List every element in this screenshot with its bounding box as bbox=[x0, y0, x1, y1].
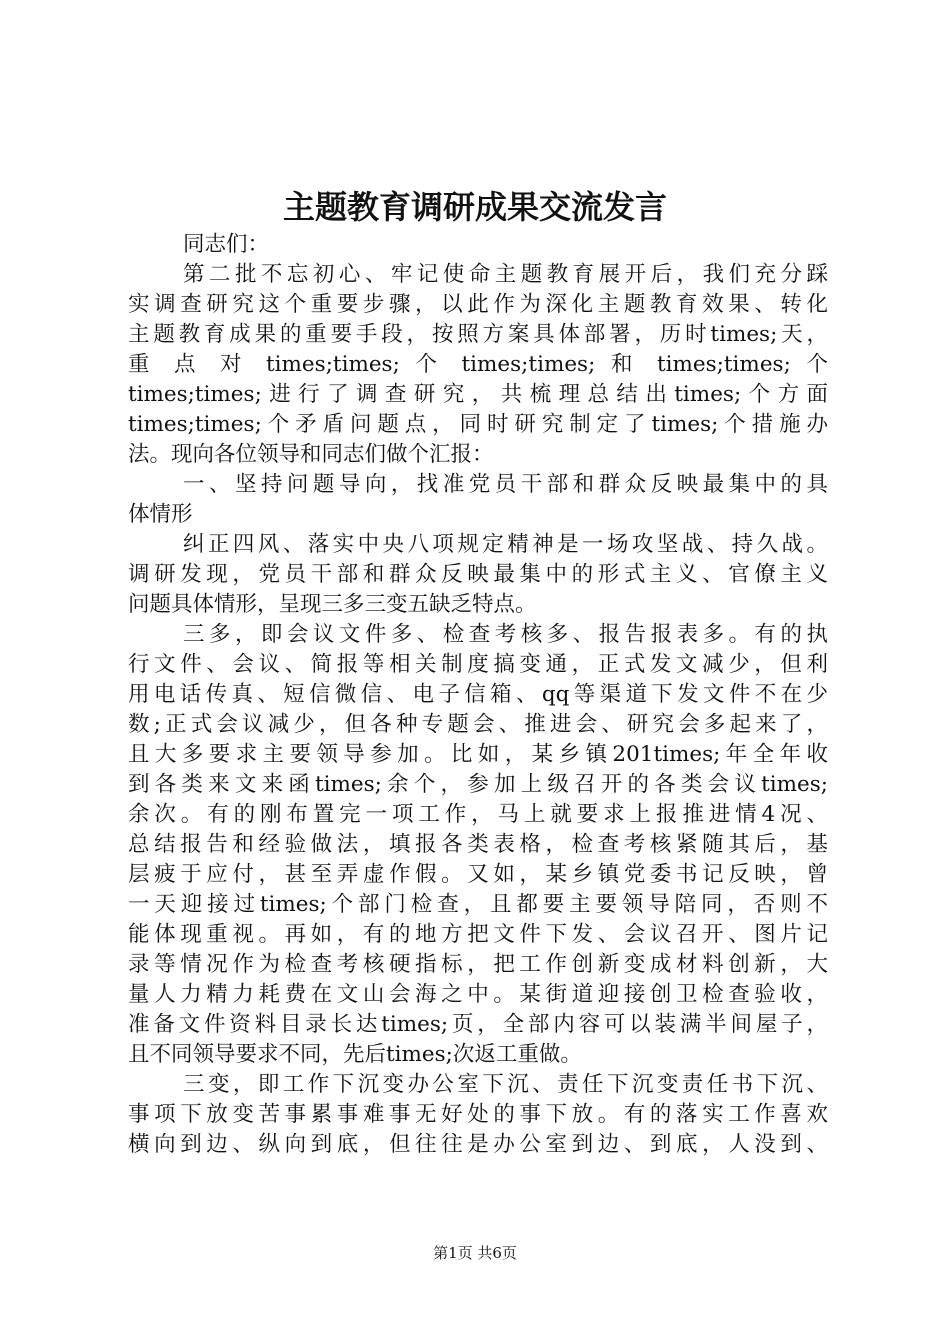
body-text-line: 横向到边、纵向到底，但往往是办公室到边、到底，人没到、 bbox=[128, 1132, 828, 1157]
body-text-line: 录等情况作为检查考核硬指标，把工作创新变成材料创新，大 bbox=[128, 952, 828, 977]
document-title: 主题教育调研成果交流发言 bbox=[282, 188, 667, 226]
body-text-line: 实调查研究这个重要步骤，以此作为深化主题教育效果、转化 bbox=[128, 292, 828, 317]
document-body bbox=[128, 230, 828, 1160]
body-text-line: 事项下放变苦事累事难事无好处的事下放。有的落实工作喜欢 bbox=[128, 1102, 828, 1127]
body-text-line: 问题具体情形，呈现三多三变五缺乏特点。 bbox=[128, 592, 537, 617]
body-text-line: 体情形 bbox=[128, 502, 193, 527]
body-text-line: 准备文件资料目录长达times;页，全部内容可以装满半间屋子， bbox=[128, 1012, 828, 1037]
body-text-line: 同志们： bbox=[183, 232, 270, 257]
body-text-line: 能体现重视。再如，有的地方把文件下发、会议召开、图片记 bbox=[128, 922, 828, 947]
body-text-line: 纠正四风、落实中央八项规定精神是一场攻坚战、持久战。 bbox=[183, 532, 828, 557]
body-text-line: 三变，即工作下沉变办公室下沉、责任下沉变责任书下沉、 bbox=[183, 1072, 828, 1097]
body-text-line: times;times;进行了调查研究，共梳理总结出times;个方面 bbox=[128, 382, 828, 407]
body-text-line: 余次。有的刚布置完一项工作，马上就要求上报推进情4况、 bbox=[128, 802, 828, 827]
body-text-line: 一、坚持问题导向，找准党员干部和群众反映最集中的具 bbox=[183, 472, 828, 497]
body-text-line: 量人力精力耗费在文山会海之中。某街道迎接创卫检查验收， bbox=[128, 982, 828, 1007]
page-number-footer: 第1页 共6页 bbox=[433, 1244, 517, 1262]
body-text-line: 三多，即会议文件多、检查考核多、报告报表多。有的执 bbox=[183, 622, 828, 647]
body-text-line: 数;正式会议减少，但各种专题会、推进会、研究会多起来了， bbox=[128, 712, 828, 737]
body-text-line: 重 点 对 times;times; 个 times;times; 和 times;times; 个 bbox=[128, 352, 828, 377]
body-text-line: 且不同领导要求不同，先后times;次返工重做。 bbox=[128, 1042, 582, 1067]
body-text-line: 调研发现，党员干部和群众反映最集中的形式主义、官僚主义 bbox=[128, 562, 828, 587]
body-text-line: 到各类来文来函times;余个，参加上级召开的各类会议times; bbox=[128, 772, 828, 797]
body-text-line: 用电话传真、短信微信、电子信箱、qq等渠道下发文件不在少 bbox=[128, 682, 828, 707]
body-text-line: times;times;个矛盾问题点，同时研究制定了times;个措施办 bbox=[128, 412, 828, 437]
body-text-line: 层疲于应付，甚至弄虚作假。又如，某乡镇党委书记反映，曾 bbox=[128, 862, 828, 887]
body-text-line: 主题教育成果的重要手段，按照方案具体部署，历时times;天， bbox=[128, 322, 828, 347]
body-text-line: 且大多要求主要领导参加。比如，某乡镇201times;年全年收 bbox=[128, 742, 828, 767]
body-text-line: 第二批不忘初心、牢记使命主题教育展开后，我们充分踩 bbox=[183, 262, 828, 287]
body-text-line: 法。现向各位领导和同志们做个汇报： bbox=[128, 442, 494, 467]
body-text-line: 一天迎接过times;个部门检查，且都要主要领导陪同，否则不 bbox=[128, 892, 828, 917]
body-text-line: 行文件、会议、简报等相关制度搞变通，正式发文减少，但利 bbox=[128, 652, 828, 677]
body-text-line: 总结报告和经验做法，填报各类表格，检查考核紧随其后，基 bbox=[128, 832, 828, 857]
